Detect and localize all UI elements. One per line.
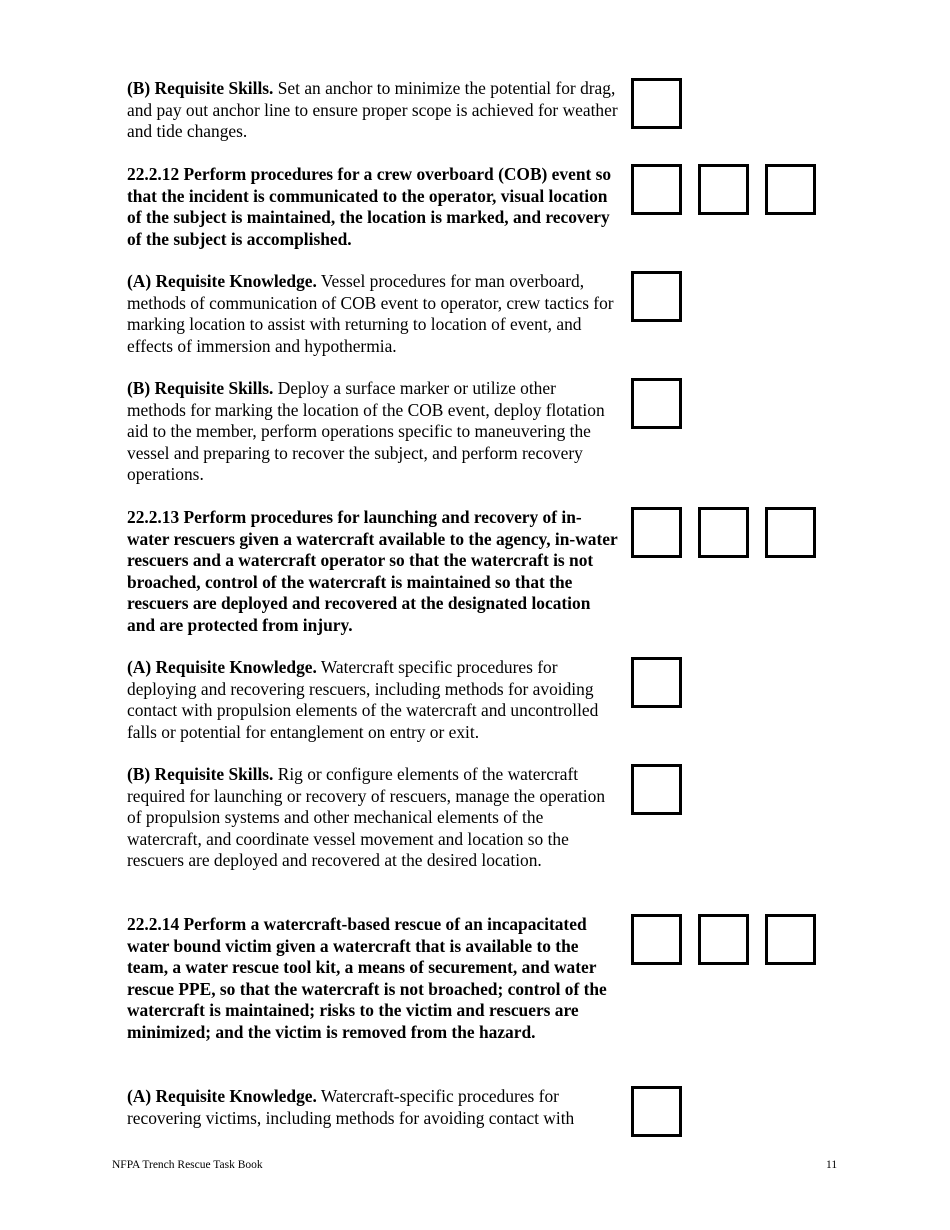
section-text: Watercraft-specific procedures for recovering victims, including methods for avoiding contact with (127, 1086, 575, 1128)
signoff-checkbox[interactable] (631, 914, 682, 965)
signoff-checkbox[interactable] (631, 164, 682, 215)
paragraph (127, 1086, 619, 1129)
section-label: (A) Requisite Knowledge. (127, 1086, 317, 1106)
section-heading-22-2-12 (127, 164, 619, 250)
signoff-boxes (631, 164, 816, 215)
signoff-checkbox[interactable] (698, 507, 749, 558)
section-text: Watercraft specific procedures for deploying and recovering rescuers, including methods for avoiding contact with propulsion elements of the watercraft and uncontrolled falls or potential for entanglement on entry or exit. (127, 657, 599, 742)
section-label: (B) Requisite Skills. (127, 78, 274, 98)
section-label: (B) Requisite Skills. (127, 764, 274, 784)
signoff-boxes (631, 78, 682, 129)
section-text: Rig or configure elements of the watercraft required for launching or recovery of rescuers, manage the operation of propulsion systems and other mechanical elements of the watercraft, and coordinate vessel movement and location so the rescuers are deployed and recovered at the desired location. (127, 764, 606, 870)
signoff-checkbox[interactable] (698, 164, 749, 215)
paragraph (127, 78, 619, 143)
section-label: (A) Requisite Knowledge. (127, 657, 317, 677)
footer-title: NFPA Trench Rescue Task Book (112, 1159, 263, 1171)
paragraph (127, 657, 619, 743)
signoff-checkbox[interactable] (765, 164, 816, 215)
signoff-boxes (631, 507, 816, 558)
heading-text: 22.2.13 Perform procedures for launching and recovery of in-water rescuers given a watercraft available to the agency, in-water rescuers and a watercraft operator so that the watercraft is not broached, control of the watercraft is maintained so that the rescuers are deployed and recovered at the designated location and are protected from injury. (127, 507, 618, 635)
signoff-checkbox[interactable] (631, 507, 682, 558)
signoff-checkbox[interactable] (765, 507, 816, 558)
signoff-boxes (631, 914, 816, 965)
signoff-boxes (631, 378, 682, 429)
section-skills-anchor (127, 78, 619, 143)
heading-text: 22.2.14 Perform a watercraft-based rescue of an incapacitated water bound victim given a watercraft that is available to the team, a water rescue tool kit, a means of securement, and water rescue PPE, so that the watercraft is not broached; control of the watercraft is maintained; risks to the victim and rescuers are minimized; and the victim is removed from the hazard. (127, 914, 607, 1042)
signoff-checkbox[interactable] (631, 78, 682, 129)
signoff-boxes (631, 1086, 682, 1137)
section-label: (B) Requisite Skills. (127, 378, 274, 398)
signoff-boxes (631, 271, 682, 322)
section-heading-22-2-13 (127, 507, 619, 636)
section-knowledge-launch (127, 657, 619, 743)
signoff-checkbox[interactable] (698, 914, 749, 965)
section-text: Deploy a surface marker or utilize other methods for marking the location of the COB event, deploy flotation aid to the member, perform operations specific to maneuvering the vessel and preparing to recover the subject, and perform recovery operations. (127, 378, 605, 484)
signoff-checkbox[interactable] (631, 657, 682, 708)
page-number: 11 (826, 1159, 838, 1171)
section-label: (A) Requisite Knowledge. (127, 271, 317, 291)
paragraph (127, 764, 619, 872)
heading-text: 22.2.12 Perform procedures for a crew overboard (COB) event so that the incident is communicated to the operator, visual location of the subject is maintained, the location is marked, and recovery of the subject is accomplished. (127, 164, 612, 249)
signoff-checkbox[interactable] (631, 378, 682, 429)
signoff-checkbox[interactable] (631, 1086, 682, 1137)
signoff-checkbox[interactable] (631, 764, 682, 815)
section-skills-launch (127, 764, 619, 872)
signoff-boxes (631, 657, 682, 708)
paragraph (127, 378, 619, 486)
signoff-checkbox[interactable] (765, 914, 816, 965)
paragraph (127, 271, 619, 357)
signoff-checkbox[interactable] (631, 271, 682, 322)
section-knowledge-cob (127, 271, 619, 357)
section-text: Set an anchor to minimize the potential for drag, and pay out anchor line to ensure proper scope is achieved for weather and tide changes. (127, 78, 618, 141)
section-knowledge-victim (127, 1086, 619, 1129)
signoff-boxes (631, 764, 682, 815)
section-skills-cob (127, 378, 619, 486)
section-text: Vessel procedures for man overboard, methods of communication of COB event to operator, crew tactics for marking location to assist with returning to location of event, and effects of immersion and hypothermia. (127, 271, 614, 356)
section-heading-22-2-14 (127, 914, 619, 1043)
